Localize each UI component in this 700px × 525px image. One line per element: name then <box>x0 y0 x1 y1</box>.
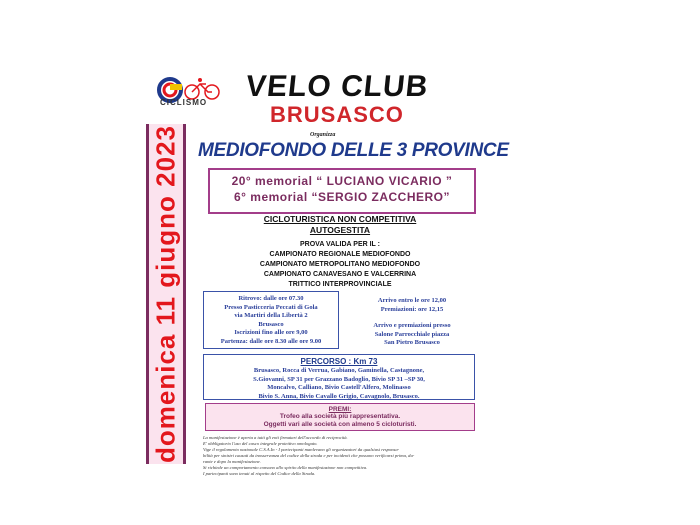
championship-item: CAMPIONATO CANAVESANO E VALCERRINA <box>263 271 417 278</box>
championship-item: CAMPIONATO REGIONALE MEDIOFONDO <box>269 251 411 258</box>
premi-box <box>205 403 475 431</box>
route-line: Brusasco, Rocca di Verrua, Gabiano, Gaminella, Castagnone, <box>253 367 425 374</box>
club-title: VELO CLUB <box>244 70 431 103</box>
championship-item: PROVA VALIDA PER IL : <box>300 241 380 248</box>
arrivo-line: San Pietro Brusasco <box>384 339 440 346</box>
percorso-route <box>204 367 474 401</box>
arrivo-spacer <box>348 314 476 322</box>
event-date: domenica 11 giugno 2023 <box>150 125 181 463</box>
championship-item: TRITTICO INTERPROVINCIALE <box>288 281 392 288</box>
ritrovo-line: Presso Pasticceria Peccati di Gola <box>224 303 318 311</box>
championship-item: CAMPIONATO METROPOLITANO MEDIOFONDO <box>259 261 421 268</box>
arrivo-line: Arrivo entro le ore 12,00 <box>377 297 447 304</box>
note-line: Si richiede un comportamento consono allo spirito della manifestazione non competitiva. <box>203 465 368 470</box>
memorial-line: 20° memorial “ LUCIANO VICARIO ” <box>231 174 453 188</box>
ritrovo-line: Partenza: dalle ore 8.30 alle ore 9.00 <box>220 337 322 345</box>
arrivo-box <box>348 297 476 347</box>
ride-type-line: CICLOTURISTICA NON COMPETITIVA <box>263 214 417 224</box>
ritrovo-line: Iscrizioni fino alle ore 9,00 <box>234 329 308 336</box>
logo-label: CICLISMO <box>160 98 208 107</box>
note-line: bilità per sinistri causati da inosservanza del codice della strada e per incidenti che possono verificarsi prima, du- <box>203 453 415 458</box>
event-title: MEDIOFONDO DELLE 3 PROVINCE <box>198 140 509 161</box>
arrivo-line: Premiazioni: ore 12,15 <box>380 305 444 313</box>
note-line: rante e dopo la manifestazione. <box>203 459 261 464</box>
arrivo-line: Salone Parrocchiale piazza <box>374 330 450 338</box>
note-line: I partecipanti sono tenuti al rispetto del Codice della Strada. <box>203 471 316 476</box>
ride-type <box>240 214 440 236</box>
percorso-box <box>203 354 475 400</box>
ritrovo-box <box>203 291 339 349</box>
ritrovo-line: Ritrovo: dalle ore 07.30 <box>238 295 304 302</box>
memorial-box <box>208 168 476 214</box>
premi-line: Oggetti vari alle società con almeno 5 cicloturisti. <box>263 421 417 428</box>
route-line: Bivio S. Anna, Bivio Cavallo Grigio, Cavagnolo, Brusasco. <box>258 392 420 400</box>
ritrovo-line: Brusasco <box>258 320 284 328</box>
note-line: E' obbligatorio l'uso del casco integrale protettivo omologato. <box>203 441 318 446</box>
ride-type-line: AUTOGESTITA <box>309 225 371 235</box>
championship-list <box>220 240 460 290</box>
note-line: La manifestazione è aperta a tutti gli enti firmatari dell'accordo di reciprocità. <box>203 435 348 440</box>
premi-line: Trofeo alla società più rappresentativa. <box>279 413 401 420</box>
route-line: Moncalvo, Calliano, Bivio Castell'Alfero, Molinasso <box>267 384 411 391</box>
arrivo-line: Arrivo e premiazioni presso <box>373 322 451 329</box>
premi-title: PREMI: <box>328 406 352 413</box>
rules-notes <box>203 435 475 477</box>
ritrovo-line: via Martiri della Libertà 2 <box>234 312 308 319</box>
percorso-title: PERCORSO : Km 73 <box>300 357 378 366</box>
memorial-line: 6° memorial “SERGIO ZACCHERO” <box>233 190 450 204</box>
route-line: S.Giovanni, SP 31 per Grazzano Badoglio, Bivio SP 31 –SP 30, <box>253 375 425 383</box>
date-band <box>146 124 186 464</box>
organizza-label: Organizza <box>310 132 336 138</box>
note-line: Vige il regolamento nazionale C.S.A.In - I partecipanti manlevano gli organizzatori da qualsiasi responsa- <box>203 447 400 452</box>
club-subtitle: BRUSASCO <box>270 102 404 127</box>
